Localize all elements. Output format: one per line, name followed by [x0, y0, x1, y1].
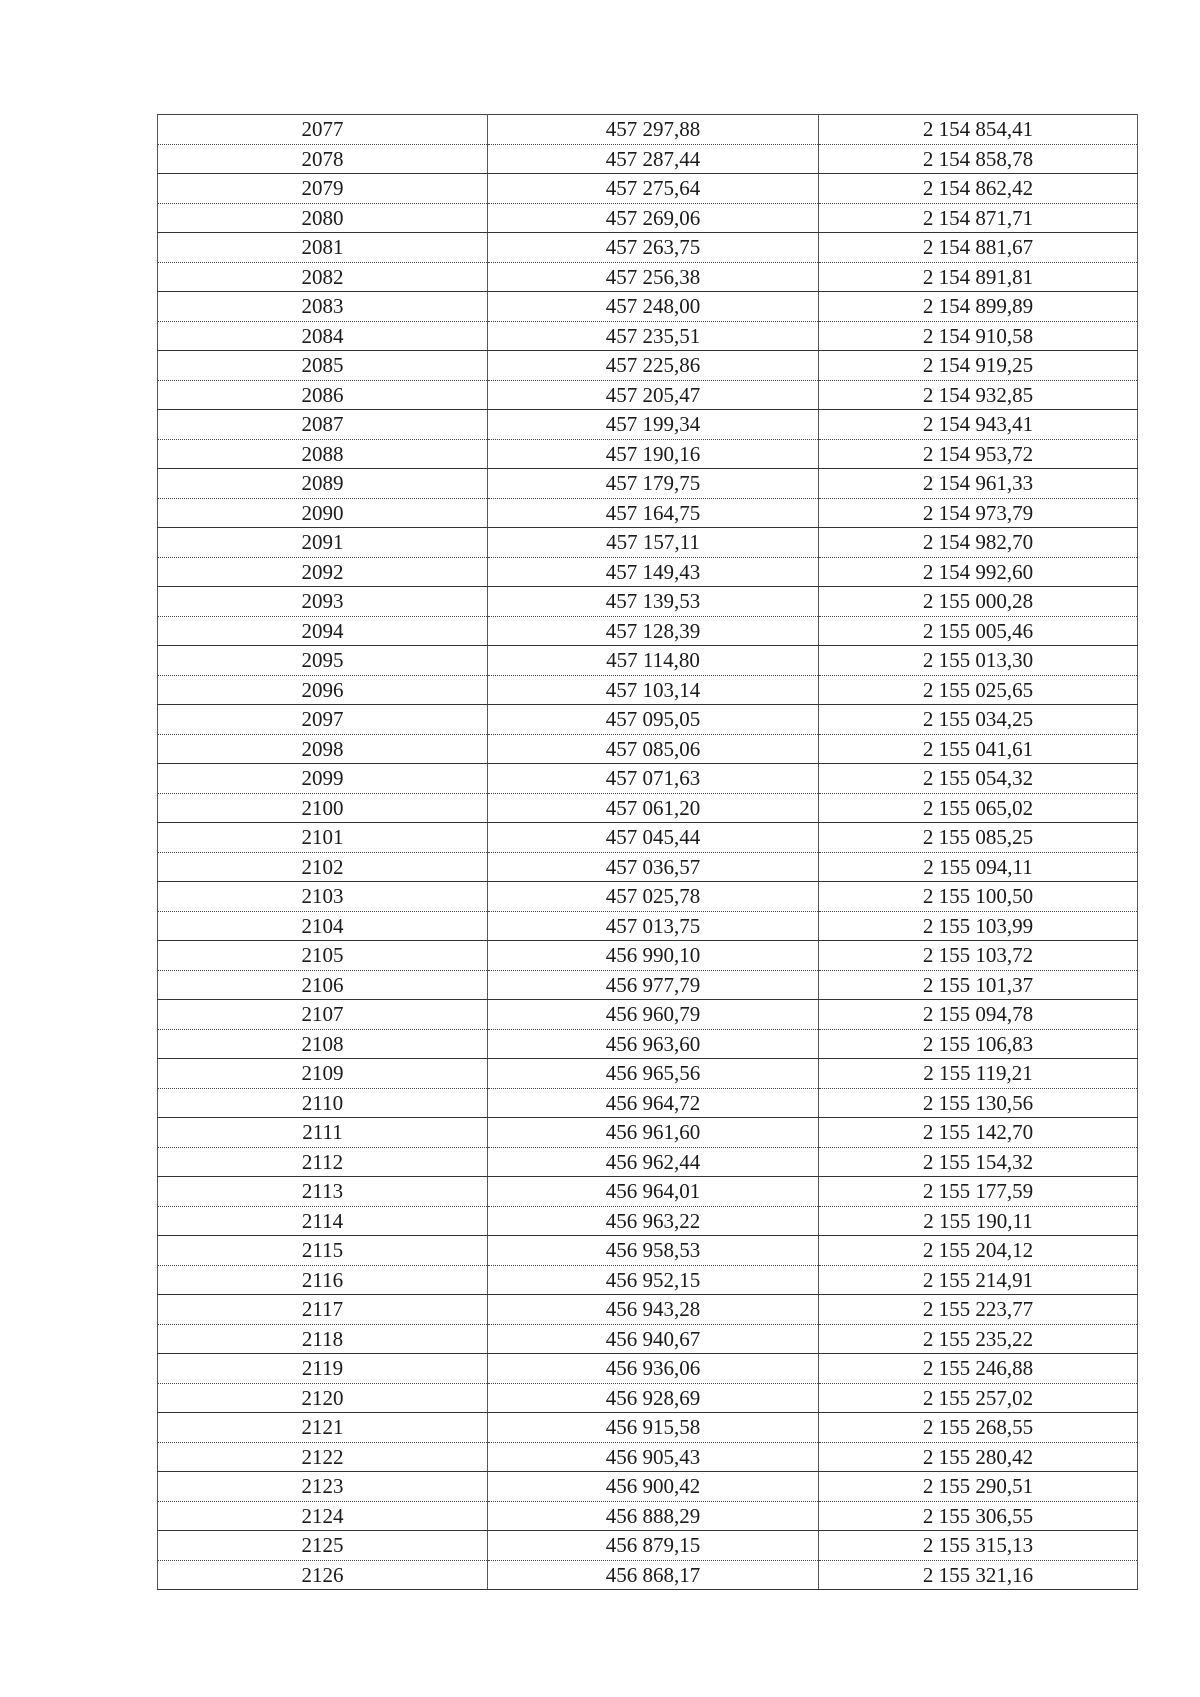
point-number-cell: 2078	[158, 144, 488, 174]
point-number-cell: 2103	[158, 882, 488, 912]
x-coordinate-cell: 456 900,42	[488, 1472, 819, 1502]
table-row	[158, 469, 1138, 499]
y-coordinate-cell: 2 155 065,02	[819, 793, 1138, 823]
table-row	[158, 823, 1138, 853]
table-row	[158, 734, 1138, 764]
table-row	[158, 1147, 1138, 1177]
point-number-cell: 2099	[158, 764, 488, 794]
y-coordinate-cell: 2 155 223,77	[819, 1295, 1138, 1325]
y-coordinate-cell: 2 154 854,41	[819, 115, 1138, 145]
x-coordinate-cell: 456 990,10	[488, 941, 819, 971]
x-coordinate-cell: 457 128,39	[488, 616, 819, 646]
point-number-cell: 2110	[158, 1088, 488, 1118]
y-coordinate-cell: 2 155 246,88	[819, 1354, 1138, 1384]
x-coordinate-cell: 456 965,56	[488, 1059, 819, 1089]
x-coordinate-cell: 457 061,20	[488, 793, 819, 823]
point-number-cell: 2077	[158, 115, 488, 145]
point-number-cell: 2090	[158, 498, 488, 528]
y-coordinate-cell: 2 155 280,42	[819, 1442, 1138, 1472]
point-number-cell: 2123	[158, 1472, 488, 1502]
point-number-cell: 2108	[158, 1029, 488, 1059]
point-number-cell: 2119	[158, 1354, 488, 1384]
y-coordinate-cell: 2 155 013,30	[819, 646, 1138, 676]
table-row	[158, 616, 1138, 646]
x-coordinate-cell: 457 164,75	[488, 498, 819, 528]
y-coordinate-cell: 2 155 054,32	[819, 764, 1138, 794]
point-number-cell: 2126	[158, 1560, 488, 1590]
coordinates-table	[157, 114, 1138, 1590]
x-coordinate-cell: 457 095,05	[488, 705, 819, 735]
table-row	[158, 764, 1138, 794]
point-number-cell: 2080	[158, 203, 488, 233]
table-row	[158, 144, 1138, 174]
table-row	[158, 528, 1138, 558]
table-row	[158, 793, 1138, 823]
table-row	[158, 1088, 1138, 1118]
x-coordinate-cell: 456 888,29	[488, 1501, 819, 1531]
y-coordinate-cell: 2 155 204,12	[819, 1236, 1138, 1266]
table-row	[158, 1531, 1138, 1561]
x-coordinate-cell: 457 013,75	[488, 911, 819, 941]
y-coordinate-cell: 2 155 000,28	[819, 587, 1138, 617]
point-number-cell: 2094	[158, 616, 488, 646]
y-coordinate-cell: 2 155 025,65	[819, 675, 1138, 705]
table-row	[158, 587, 1138, 617]
y-coordinate-cell: 2 155 154,32	[819, 1147, 1138, 1177]
table-row	[158, 1265, 1138, 1295]
point-number-cell: 2083	[158, 292, 488, 322]
y-coordinate-cell: 2 154 992,60	[819, 557, 1138, 587]
y-coordinate-cell: 2 154 961,33	[819, 469, 1138, 499]
coordinates-table-body	[158, 115, 1138, 1590]
x-coordinate-cell: 456 962,44	[488, 1147, 819, 1177]
table-row	[158, 1472, 1138, 1502]
x-coordinate-cell: 457 025,78	[488, 882, 819, 912]
point-number-cell: 2107	[158, 1000, 488, 1030]
x-coordinate-cell: 456 915,58	[488, 1413, 819, 1443]
y-coordinate-cell: 2 155 103,99	[819, 911, 1138, 941]
table-row	[158, 1236, 1138, 1266]
point-number-cell: 2121	[158, 1413, 488, 1443]
y-coordinate-cell: 2 154 953,72	[819, 439, 1138, 469]
x-coordinate-cell: 456 943,28	[488, 1295, 819, 1325]
y-coordinate-cell: 2 155 101,37	[819, 970, 1138, 1000]
point-number-cell: 2105	[158, 941, 488, 971]
y-coordinate-cell: 2 155 177,59	[819, 1177, 1138, 1207]
x-coordinate-cell: 457 036,57	[488, 852, 819, 882]
point-number-cell: 2079	[158, 174, 488, 204]
table-row	[158, 174, 1138, 204]
point-number-cell: 2088	[158, 439, 488, 469]
table-row	[158, 380, 1138, 410]
table-row	[158, 233, 1138, 263]
x-coordinate-cell: 457 256,38	[488, 262, 819, 292]
table-row	[158, 1560, 1138, 1590]
y-coordinate-cell: 2 155 094,78	[819, 1000, 1138, 1030]
y-coordinate-cell: 2 155 119,21	[819, 1059, 1138, 1089]
table-row	[158, 675, 1138, 705]
point-number-cell: 2104	[158, 911, 488, 941]
x-coordinate-cell: 456 963,22	[488, 1206, 819, 1236]
table-row	[158, 1501, 1138, 1531]
point-number-cell: 2082	[158, 262, 488, 292]
x-coordinate-cell: 456 961,60	[488, 1118, 819, 1148]
point-number-cell: 2116	[158, 1265, 488, 1295]
x-coordinate-cell: 456 936,06	[488, 1354, 819, 1384]
y-coordinate-cell: 2 155 041,61	[819, 734, 1138, 764]
point-number-cell: 2113	[158, 1177, 488, 1207]
y-coordinate-cell: 2 155 085,25	[819, 823, 1138, 853]
y-coordinate-cell: 2 155 321,16	[819, 1560, 1138, 1590]
x-coordinate-cell: 456 964,01	[488, 1177, 819, 1207]
point-number-cell: 2102	[158, 852, 488, 882]
x-coordinate-cell: 456 963,60	[488, 1029, 819, 1059]
point-number-cell: 2084	[158, 321, 488, 351]
x-coordinate-cell: 457 297,88	[488, 115, 819, 145]
point-number-cell: 2089	[158, 469, 488, 499]
point-number-cell: 2122	[158, 1442, 488, 1472]
point-number-cell: 2081	[158, 233, 488, 263]
point-number-cell: 2120	[158, 1383, 488, 1413]
x-coordinate-cell: 457 157,11	[488, 528, 819, 558]
x-coordinate-cell: 457 263,75	[488, 233, 819, 263]
point-number-cell: 2111	[158, 1118, 488, 1148]
x-coordinate-cell: 457 225,86	[488, 351, 819, 381]
x-coordinate-cell: 457 248,00	[488, 292, 819, 322]
y-coordinate-cell: 2 155 235,22	[819, 1324, 1138, 1354]
table-row	[158, 1177, 1138, 1207]
x-coordinate-cell: 457 235,51	[488, 321, 819, 351]
x-coordinate-cell: 457 199,34	[488, 410, 819, 440]
x-coordinate-cell: 456 960,79	[488, 1000, 819, 1030]
x-coordinate-cell: 456 964,72	[488, 1088, 819, 1118]
y-coordinate-cell: 2 154 858,78	[819, 144, 1138, 174]
table-row	[158, 498, 1138, 528]
x-coordinate-cell: 456 958,53	[488, 1236, 819, 1266]
point-number-cell: 2091	[158, 528, 488, 558]
table-row	[158, 1000, 1138, 1030]
x-coordinate-cell: 456 905,43	[488, 1442, 819, 1472]
x-coordinate-cell: 457 103,14	[488, 675, 819, 705]
x-coordinate-cell: 457 149,43	[488, 557, 819, 587]
y-coordinate-cell: 2 155 142,70	[819, 1118, 1138, 1148]
table-row	[158, 646, 1138, 676]
y-coordinate-cell: 2 155 190,11	[819, 1206, 1138, 1236]
y-coordinate-cell: 2 154 899,89	[819, 292, 1138, 322]
y-coordinate-cell: 2 154 891,81	[819, 262, 1138, 292]
y-coordinate-cell: 2 154 932,85	[819, 380, 1138, 410]
y-coordinate-cell: 2 155 214,91	[819, 1265, 1138, 1295]
table-row	[158, 1413, 1138, 1443]
y-coordinate-cell: 2 155 290,51	[819, 1472, 1138, 1502]
table-row	[158, 321, 1138, 351]
table-row	[158, 941, 1138, 971]
x-coordinate-cell: 456 879,15	[488, 1531, 819, 1561]
table-row	[158, 1324, 1138, 1354]
table-row	[158, 410, 1138, 440]
point-number-cell: 2115	[158, 1236, 488, 1266]
point-number-cell: 2117	[158, 1295, 488, 1325]
x-coordinate-cell: 456 940,67	[488, 1324, 819, 1354]
y-coordinate-cell: 2 154 862,42	[819, 174, 1138, 204]
x-coordinate-cell: 457 071,63	[488, 764, 819, 794]
point-number-cell: 2087	[158, 410, 488, 440]
table-row	[158, 203, 1138, 233]
point-number-cell: 2112	[158, 1147, 488, 1177]
table-row	[158, 705, 1138, 735]
point-number-cell: 2097	[158, 705, 488, 735]
x-coordinate-cell: 456 952,15	[488, 1265, 819, 1295]
x-coordinate-cell: 457 139,53	[488, 587, 819, 617]
point-number-cell: 2114	[158, 1206, 488, 1236]
point-number-cell: 2085	[158, 351, 488, 381]
point-number-cell: 2125	[158, 1531, 488, 1561]
y-coordinate-cell: 2 154 881,67	[819, 233, 1138, 263]
y-coordinate-cell: 2 155 103,72	[819, 941, 1138, 971]
y-coordinate-cell: 2 155 094,11	[819, 852, 1138, 882]
point-number-cell: 2096	[158, 675, 488, 705]
table-row	[158, 262, 1138, 292]
table-row	[158, 1442, 1138, 1472]
y-coordinate-cell: 2 155 306,55	[819, 1501, 1138, 1531]
x-coordinate-cell: 457 275,64	[488, 174, 819, 204]
y-coordinate-cell: 2 154 943,41	[819, 410, 1138, 440]
y-coordinate-cell: 2 154 973,79	[819, 498, 1138, 528]
y-coordinate-cell: 2 155 005,46	[819, 616, 1138, 646]
point-number-cell: 2086	[158, 380, 488, 410]
y-coordinate-cell: 2 154 871,71	[819, 203, 1138, 233]
point-number-cell: 2106	[158, 970, 488, 1000]
table-row	[158, 115, 1138, 145]
point-number-cell: 2092	[158, 557, 488, 587]
table-row	[158, 882, 1138, 912]
table-row	[158, 1059, 1138, 1089]
y-coordinate-cell: 2 155 106,83	[819, 1029, 1138, 1059]
table-row	[158, 911, 1138, 941]
x-coordinate-cell: 456 977,79	[488, 970, 819, 1000]
x-coordinate-cell: 457 114,80	[488, 646, 819, 676]
point-number-cell: 2101	[158, 823, 488, 853]
y-coordinate-cell: 2 155 257,02	[819, 1383, 1138, 1413]
x-coordinate-cell: 457 205,47	[488, 380, 819, 410]
point-number-cell: 2109	[158, 1059, 488, 1089]
y-coordinate-cell: 2 155 315,13	[819, 1531, 1138, 1561]
x-coordinate-cell: 457 287,44	[488, 144, 819, 174]
point-number-cell: 2100	[158, 793, 488, 823]
table-row	[158, 439, 1138, 469]
y-coordinate-cell: 2 155 130,56	[819, 1088, 1138, 1118]
point-number-cell: 2118	[158, 1324, 488, 1354]
x-coordinate-cell: 457 179,75	[488, 469, 819, 499]
table-row	[158, 970, 1138, 1000]
y-coordinate-cell: 2 154 982,70	[819, 528, 1138, 558]
x-coordinate-cell: 457 085,06	[488, 734, 819, 764]
y-coordinate-cell: 2 155 100,50	[819, 882, 1138, 912]
table-row	[158, 1383, 1138, 1413]
y-coordinate-cell: 2 154 919,25	[819, 351, 1138, 381]
table-row	[158, 1295, 1138, 1325]
x-coordinate-cell: 456 928,69	[488, 1383, 819, 1413]
point-number-cell: 2095	[158, 646, 488, 676]
y-coordinate-cell: 2 155 268,55	[819, 1413, 1138, 1443]
point-number-cell: 2098	[158, 734, 488, 764]
table-row	[158, 1029, 1138, 1059]
table-row	[158, 292, 1138, 322]
point-number-cell: 2093	[158, 587, 488, 617]
x-coordinate-cell: 456 868,17	[488, 1560, 819, 1590]
x-coordinate-cell: 457 269,06	[488, 203, 819, 233]
x-coordinate-cell: 457 190,16	[488, 439, 819, 469]
table-row	[158, 557, 1138, 587]
y-coordinate-cell: 2 154 910,58	[819, 321, 1138, 351]
x-coordinate-cell: 457 045,44	[488, 823, 819, 853]
table-row	[158, 852, 1138, 882]
table-row	[158, 1118, 1138, 1148]
point-number-cell: 2124	[158, 1501, 488, 1531]
table-row	[158, 1206, 1138, 1236]
y-coordinate-cell: 2 155 034,25	[819, 705, 1138, 735]
table-row	[158, 351, 1138, 381]
table-row	[158, 1354, 1138, 1384]
